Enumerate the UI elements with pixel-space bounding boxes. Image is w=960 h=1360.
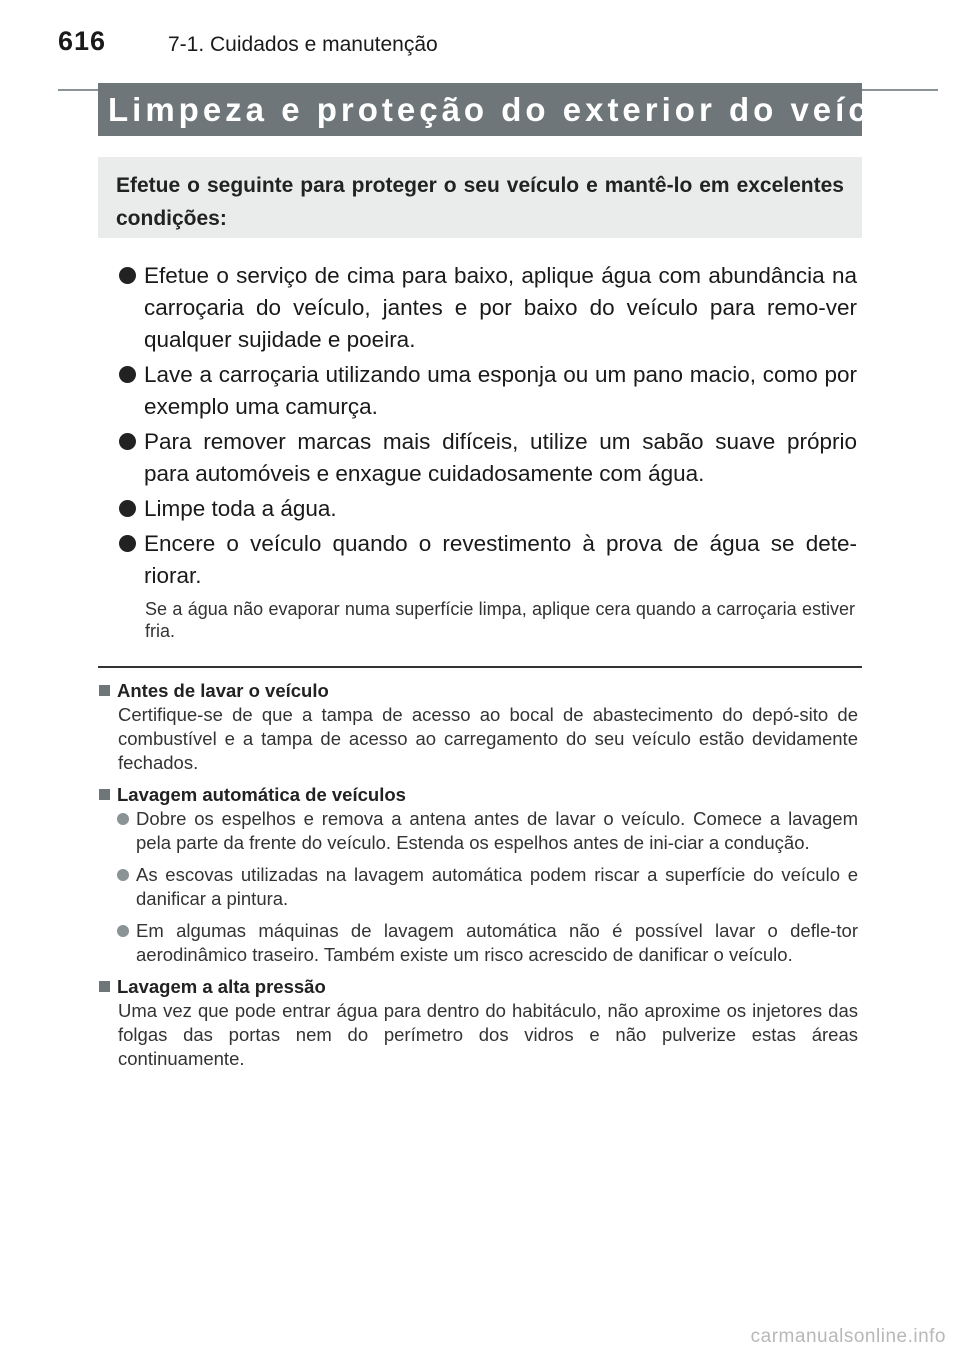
bullet-icon [119,267,136,284]
square-bullet-icon [99,981,110,992]
watermark: carmanualsonline.info [750,1326,946,1347]
wax-note: Se a água não evaporar numa superfície limpa, aplique cera quando a carroçaria estiver fria. [145,599,855,641]
note-heading-text: Lavagem automática de veículos [117,784,406,805]
bullet-icon [117,925,129,937]
note-body: Certifique-se de que a tampa de acesso ao bocal de abastecimento do depó-sito de combustível e a tampa de acesso ao carregamento do seu veículo estão devidamente fechados. [118,704,858,773]
intro-box: Efetue o seguinte para proteger o seu veículo e mantê-lo em excelentes condições: [98,157,862,238]
list-item [117,493,857,525]
notes-area [98,679,858,1079]
bullet-icon [119,433,136,450]
page-header [58,26,938,62]
note-heading-text: Antes de lavar o veículo [117,680,329,701]
square-bullet-icon [99,789,110,800]
note-section-automatic-wash [98,783,858,967]
main-list [117,260,857,595]
note-body: Uma vez que pode entrar água para dentro do habitáculo, não aproxime os injetores das folgas das portas nem do perímetro dos vidros e não pulverize estas áreas continuamente. [118,1000,858,1069]
list-item [117,359,857,423]
sub-list-item [98,919,858,967]
list-item-text: Efetue o serviço de cima para baixo, aplique água com abundância na carroçaria do veículo, jantes e por baixo do veículo para remo-ver qualquer sujidade e poeira. [144,263,857,352]
note-heading-text: Lavagem a alta pressão [117,976,326,997]
list-item [117,528,857,592]
bullet-icon [119,535,136,552]
sub-list-item-text: Dobre os espelhos e remova a antena antes de lavar o veículo. Comece a lavagem pela parte da frente do veículo. Estenda os espelhos antes de ini-ciar a condução. [136,808,858,853]
section-divider [98,666,862,668]
note-section-high-pressure [98,975,858,1071]
list-item-text: Limpe toda a água. [144,496,337,521]
note-heading [98,679,858,703]
list-item [117,426,857,490]
sub-list-item-text: As escovas utilizadas na lavagem automática podem riscar a superfície do veículo e danificar a pintura. [136,864,858,909]
sub-list-item [98,863,858,911]
list-item-text: Lave a carroçaria utilizando uma esponja ou um pano macio, como por exemplo uma camurça. [144,362,857,419]
page-number: 616 [58,26,107,56]
note-heading [98,783,858,807]
bullet-icon [119,366,136,383]
bullet-icon [117,813,129,825]
note-section-before-washing [98,679,858,775]
list-item-text: Encere o veículo quando o revestimento à prova de água se dete-riorar. [144,531,857,588]
list-item-text: Para remover marcas mais difíceis, utilize um sabão suave próprio para automóveis e enxague cuidadosamente com água. [144,429,857,486]
square-bullet-icon [99,685,110,696]
list-item [117,260,857,356]
sub-list-item-text: Em algumas máquinas de lavagem automática não é possível lavar o defle-tor aerodinâmico traseiro. Também existe um risco acrescido de danificar o veículo. [136,920,858,965]
sub-list-item [98,807,858,855]
bullet-icon [119,500,136,517]
page-title: Limpeza e proteção do exterior do veículo [98,83,862,136]
bullet-icon [117,869,129,881]
section-label: 7-1. Cuidados e manutenção [168,33,438,56]
note-heading [98,975,858,999]
